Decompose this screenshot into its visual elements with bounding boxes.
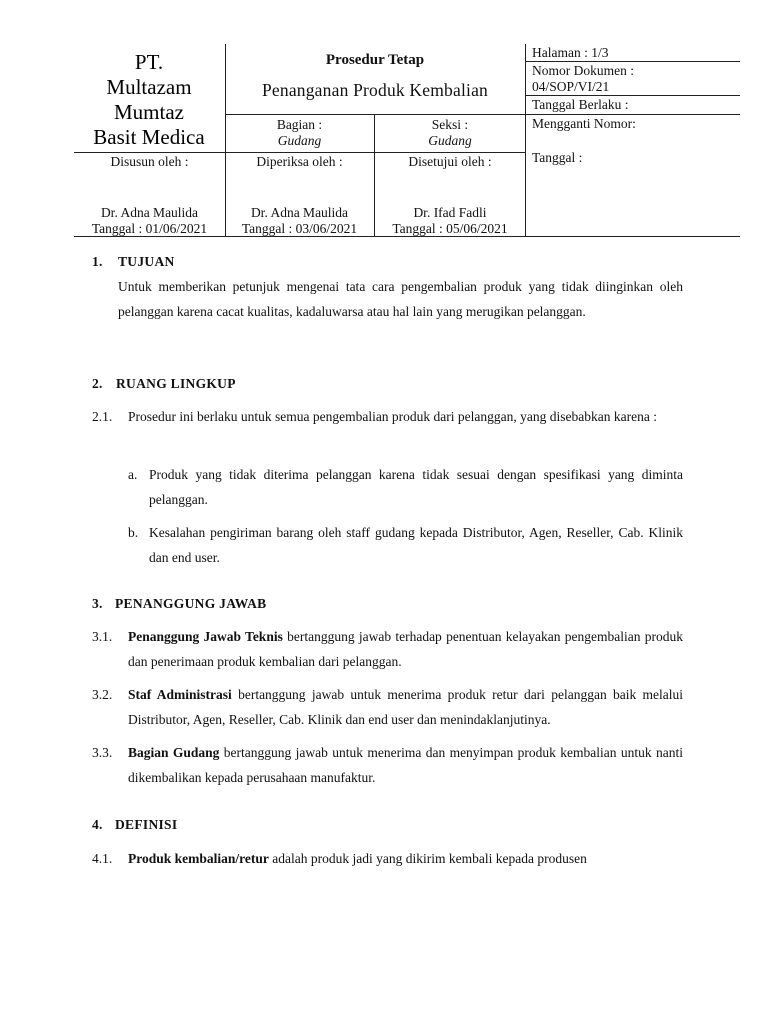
company-name-line: Mumtaz — [114, 100, 184, 124]
tanggal-berlaku: Tanggal Berlaku : — [532, 97, 629, 112]
tanggal: Tanggal : — [532, 150, 583, 165]
section-number: 2. — [92, 376, 103, 391]
section-title-ruang-lingkup: RUANG LINGKUP — [116, 376, 236, 391]
disetujui-signature — [375, 205, 525, 237]
term-definition: adalah produk jadi yang dikirim kembali kepada produsen — [268, 851, 587, 866]
document-type: Prosedur Tetap — [325, 52, 425, 68]
seksi-label: Seksi : — [431, 117, 469, 132]
diperiksa-signature — [225, 205, 374, 237]
penanggung-jawab-item-3 — [128, 740, 683, 790]
role-name: Staf Administrasi — [128, 687, 232, 702]
company-name-line: Basit Medica — [93, 125, 205, 149]
disusun-name: Dr. Adna Maulida — [100, 205, 199, 220]
nomor-dokumen-value: 04/SOP/VI/21 — [532, 79, 610, 94]
nomor-dokumen-label: Nomor Dokumen : — [532, 63, 634, 78]
section-number: 3. — [92, 596, 103, 611]
penanggung-jawab-item-1 — [128, 624, 683, 674]
role-name: Penanggung Jawab Teknis — [128, 629, 283, 644]
bagian-label: Bagian : — [276, 117, 323, 132]
disetujui-label: Disetujui oleh : — [408, 154, 492, 169]
diperiksa-label: Diperiksa oleh : — [256, 154, 343, 169]
company-name — [74, 50, 224, 150]
item-number: 3.1. — [92, 629, 113, 644]
diperiksa-name: Dr. Adna Maulida — [250, 205, 349, 220]
document-title: Penanganan Produk Kembalian — [261, 80, 489, 100]
definisi-item-1 — [128, 846, 688, 871]
section-title-penanggung-jawab: PENANGGUNG JAWAB — [115, 596, 267, 611]
item-number: 4.1. — [92, 851, 113, 866]
section-title-definisi: DEFINISI — [115, 817, 178, 832]
item-number: 3.3. — [92, 745, 113, 760]
role-description: bertanggung jawab untuk menerima dan menyimpan produk kembalian untuk nanti dikembalikan kepada perusahaan manufaktur. — [128, 745, 683, 785]
seksi-value: Gudang — [428, 133, 472, 148]
disetujui-name: Dr. Ifad Fadli — [413, 205, 487, 220]
halaman: Halaman : 1/3 — [532, 45, 609, 60]
bagian-cell — [225, 117, 374, 149]
disusun-label: Disusun oleh : — [110, 154, 189, 169]
term-name: Produk kembalian/retur — [128, 851, 269, 866]
disusun-signature — [74, 205, 225, 237]
mengganti-nomor: Mengganti Nomor: — [532, 116, 636, 131]
company-name-line: PT. — [134, 50, 164, 74]
role-name: Bagian Gudang — [128, 745, 220, 760]
disusun-date: Tanggal : 01/06/2021 — [91, 221, 208, 236]
section-number: 1. — [92, 254, 103, 269]
item-number: 3.2. — [92, 687, 113, 702]
bagian-value: Gudang — [277, 133, 322, 148]
seksi-cell — [375, 117, 525, 149]
tujuan-text: Untuk memberikan petunjuk mengenai tata cara pengembalian produk yang tidak diinginkan oleh pelanggan karena cacat kualitas, kadaluwarsa atau hal lain yang merugikan pelanggan. — [118, 279, 683, 319]
company-name-line: Multazam — [106, 75, 192, 99]
disetujui-date: Tanggal : 05/06/2021 — [392, 221, 508, 236]
sub-item-letter: b. — [128, 525, 139, 540]
role-description: bertanggung jawab terhadap penentuan kelayakan pengembalian produk dan penerimaan produk kembalian dari pelanggan. — [128, 629, 684, 669]
diperiksa-date: Tanggal : 03/06/2021 — [241, 221, 358, 236]
section-title-tujuan: TUJUAN — [118, 254, 175, 269]
ruang-lingkup-item-b: Kesalahan pengiriman barang oleh staff gudang kepada Distributor, Agen, Reseller, Cab. Klinik dan end user. — [149, 525, 683, 565]
role-description: bertanggung jawab untuk menerima produk retur dari pelanggan baik melalui Distributor, Agen, Reseller, Cab. Klinik dan end user dan menindaklanjutinya. — [128, 687, 683, 727]
penanggung-jawab-item-2 — [128, 682, 683, 732]
ruang-lingkup-item-a: Produk yang tidak diterima pelanggan karena tidak sesuai dengan spesifikasi yang diminta pelanggan. — [149, 467, 683, 507]
section-number: 4. — [92, 817, 103, 832]
sub-item-letter: a. — [128, 467, 138, 482]
document-header-table — [74, 44, 740, 236]
item-number: 2.1. — [92, 409, 113, 424]
ruang-lingkup-text: Prosedur ini berlaku untuk semua pengembalian produk dari pelanggan, yang disebabkan karena : — [128, 409, 657, 424]
